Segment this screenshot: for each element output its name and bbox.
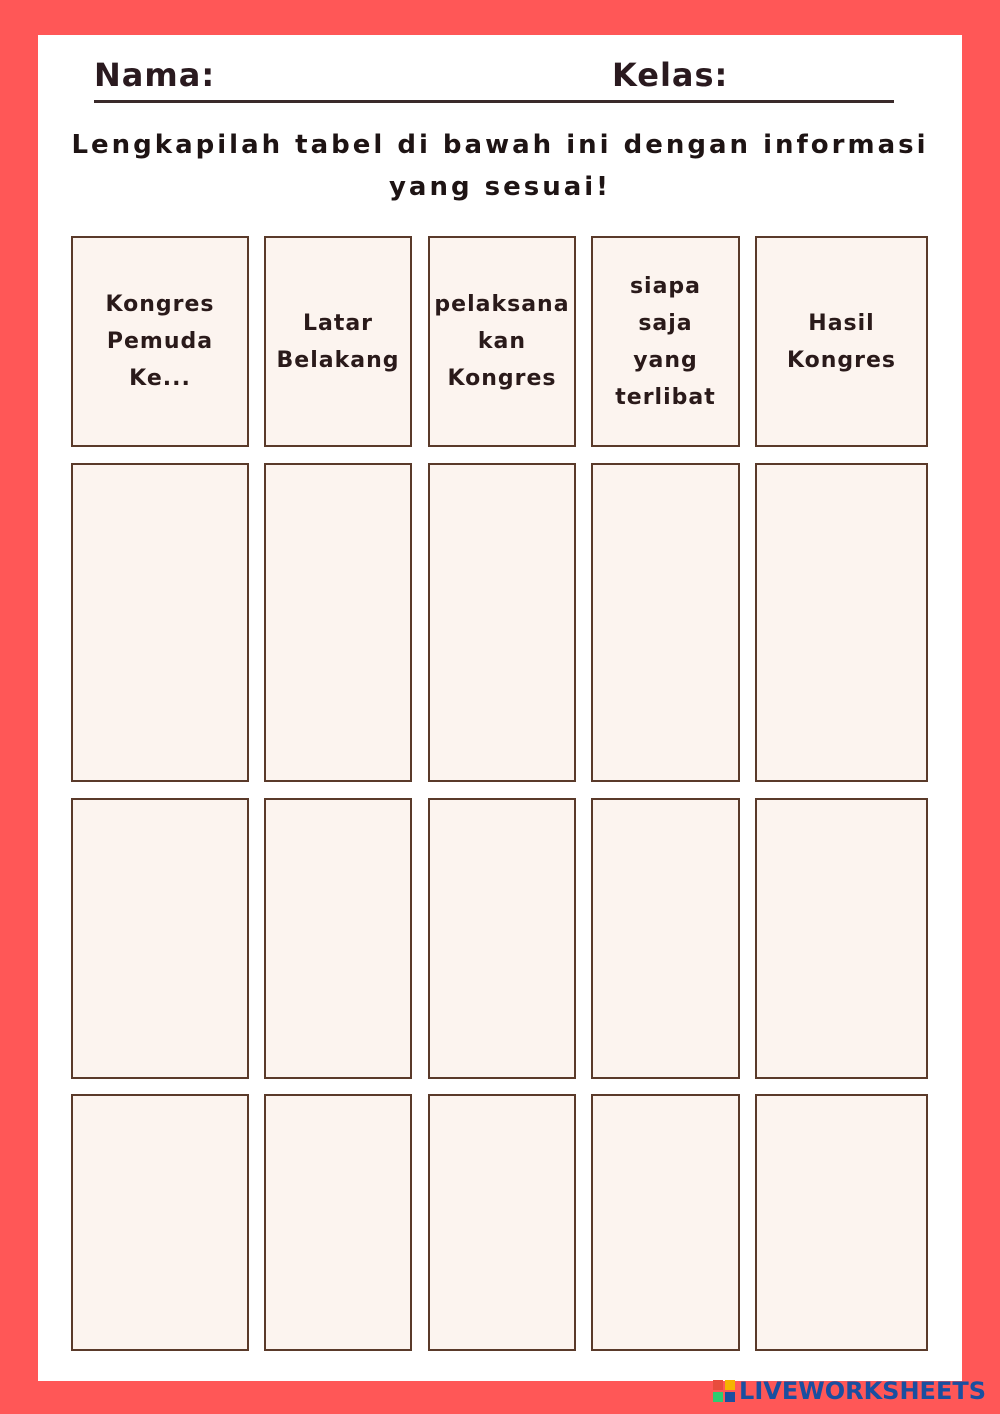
liveworksheets-logo xyxy=(713,1376,986,1406)
header-label: Hasil Kongres xyxy=(786,310,897,373)
header-label: Kongres Pemuda Ke... xyxy=(105,292,215,391)
instruction-line-2: yang sesuai! xyxy=(388,172,612,202)
answer-cell[interactable] xyxy=(591,1094,740,1351)
instruction-line-1: Lengkapilah tabel di bawah ini dengan informasi xyxy=(71,130,929,160)
header-label: Latar Belakang xyxy=(276,310,400,373)
answer-cell[interactable] xyxy=(264,463,412,782)
header-cell-congress-number xyxy=(71,236,249,447)
answer-cell[interactable] xyxy=(264,1094,412,1351)
answer-cell[interactable] xyxy=(591,798,740,1079)
header-cell-implementation xyxy=(428,236,576,447)
header-cell-result xyxy=(755,236,928,447)
answer-cell[interactable] xyxy=(428,798,576,1079)
header-label: pelaksana kan Kongres xyxy=(434,292,570,391)
liveworksheets-logo-icon xyxy=(713,1380,735,1402)
answer-cell[interactable] xyxy=(755,1094,928,1351)
name-label: Nama: xyxy=(94,56,216,94)
class-label: Kelas: xyxy=(612,56,729,94)
header-cell-participants xyxy=(591,236,740,447)
name-class-underline xyxy=(94,100,894,103)
header-cell-background xyxy=(264,236,412,447)
answer-cell[interactable] xyxy=(71,463,249,782)
answer-cell[interactable] xyxy=(755,798,928,1079)
answer-cell[interactable] xyxy=(71,798,249,1079)
answer-cell[interactable] xyxy=(264,798,412,1079)
header-label: siapa saja yang terlibat xyxy=(615,273,716,410)
answer-cell[interactable] xyxy=(428,1094,576,1351)
liveworksheets-wordmark: LIVEWORKSHEETS xyxy=(739,1377,986,1405)
answer-cell[interactable] xyxy=(591,463,740,782)
answer-cell[interactable] xyxy=(428,463,576,782)
answer-cell[interactable] xyxy=(755,463,928,782)
answer-cell[interactable] xyxy=(71,1094,249,1351)
